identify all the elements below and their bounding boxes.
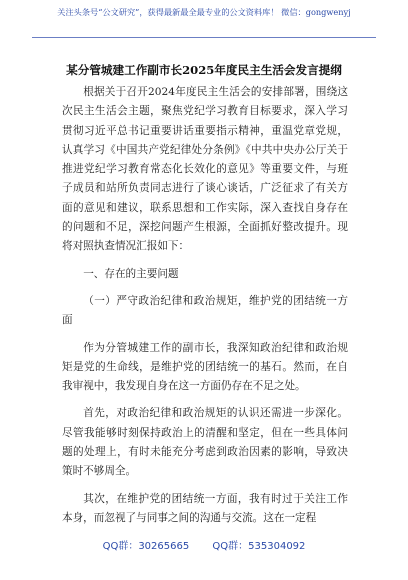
subsection-heading: （一）严守政治纪律和政治规矩，维护党的团结统一方面 bbox=[62, 294, 348, 327]
paragraph: 首先，对政治纪律和政治规矩的认识还需进一步深化。尽管我能够时刻保持政治上的清醒和坚定，但在一些具体问题的处理上，有时未能充分考虑到政治因素的影响，导致决策时不够周全。 bbox=[62, 407, 348, 478]
paragraph: 其次，在维护党的团结统一方面，我有时过于关注工作本身，而忽视了与同事之间的沟通与交流。这在一定程 bbox=[62, 492, 348, 524]
paragraph: 作为分管城建工作的副市长，我深知政治纪律和政治规矩是党的生命线，是维护党的团结统一的基石。然而，在自我审视中，我发现自身在这一方面仍存在不足之处。 bbox=[62, 341, 348, 393]
document-body bbox=[62, 83, 348, 528]
paragraph-intro: 根据关于召开2024年度民主生活会的安排部署，围绕这次民主生活会主题，聚焦党纪学习教育目标要求，深入学习贯彻习近平总书记重要讲话重要指示精神，重温党章党规，认真学习《中国共产党纪律处分条例》《中共中央办公厅关于推进党纪学习教育常态化长效化的意见》等重要文件，与班子成员和站所负责同志进行了谈心谈话，广泛征求了有关方面的意见和建议，联系思想和工作实际，深入查找自身存在的问题和不足，深挖问题产生根源，全面抓好整改提升。现将对照执查情况汇报如下： bbox=[62, 86, 348, 253]
document-title: 某分管城建工作副市长2025年度民主生活会发言提纲 bbox=[66, 63, 342, 77]
footer-qq-group-2: QQ群：535304092 bbox=[212, 541, 306, 552]
page-header bbox=[0, 6, 408, 18]
section-heading: 一、存在的主要问题 bbox=[83, 267, 179, 280]
header-promo-text: 关注头条号“公文研究”，获得最新最全最专业的公文资料库！ 微信：gongwenyj bbox=[57, 7, 351, 17]
page-footer bbox=[0, 537, 408, 552]
header-divider bbox=[32, 37, 376, 38]
footer-qq-group-1: QQ群：30265665 bbox=[102, 541, 190, 552]
